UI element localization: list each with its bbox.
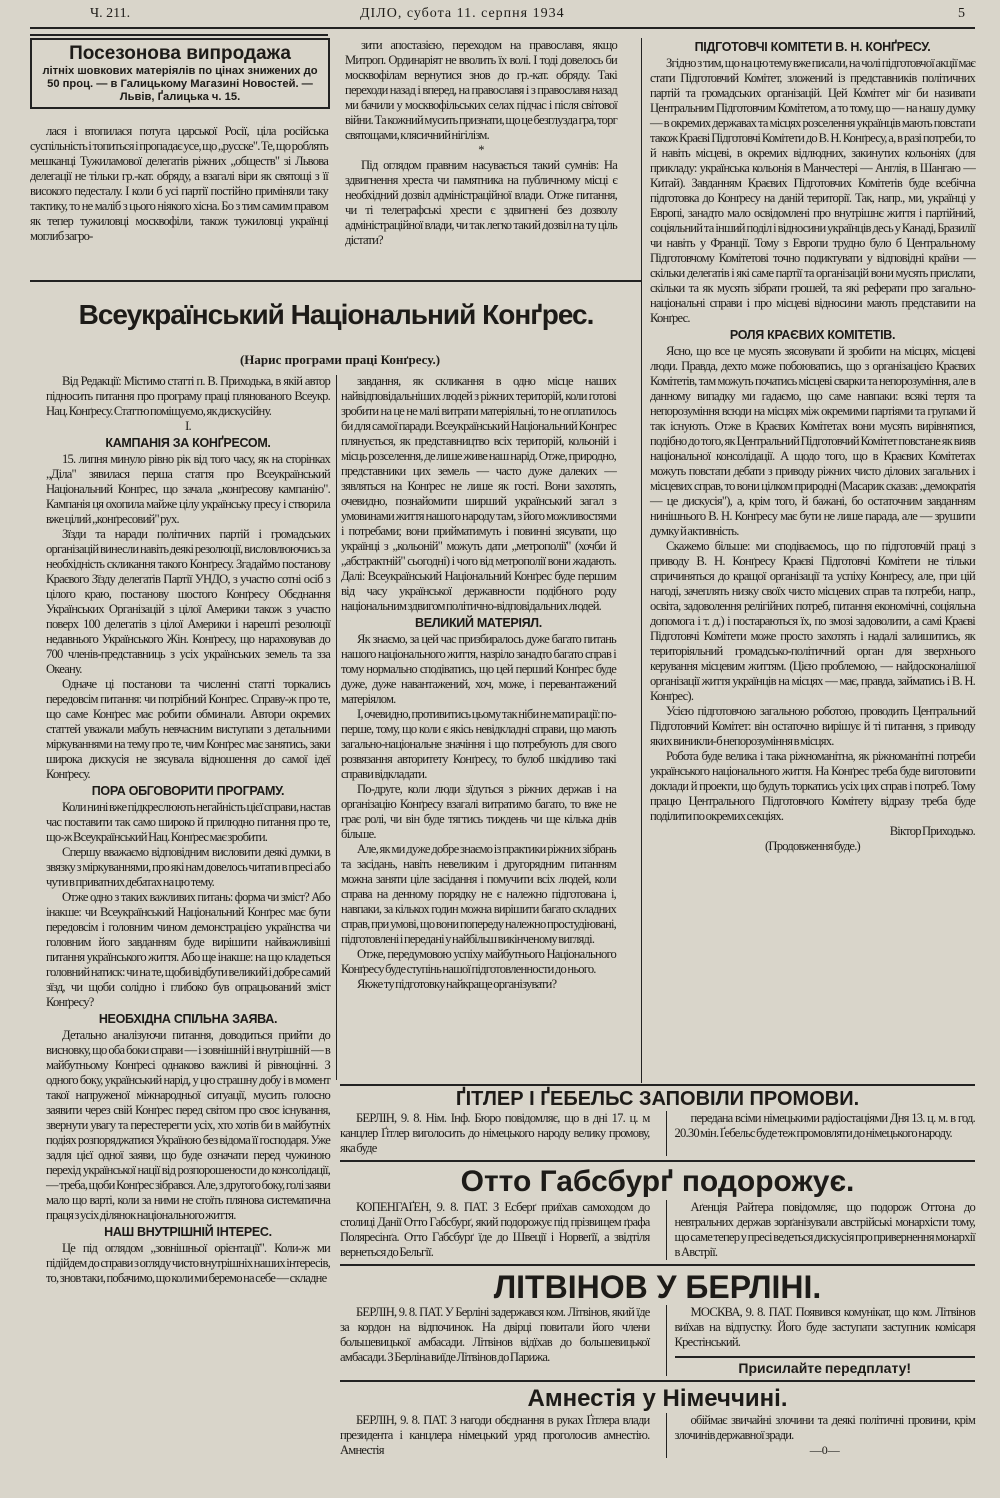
paragraph: Скажемо більше: ми сподіваємось, що по підготовчій праці з приводу В. Н. Конґресу Краєві Підготовчі Комітети не тільки спричиняться до кращої організації та успіху Конґресу, але, при цій нагоді, зачеплять низку своїх чисто місцевих справ та потреби, напр., освіта, задоволення релігійних потреб, питання економічні, соціяльна допомога і т. д.) і постараються їх, по змозі задоволити, а самі Краєві Підготовчі Комітети може просто захотять і надалі залишитись, як територіяльний громадсько-політичний орган для зверхнього керування місцевим життям. (Цією проблемою, — найдосконалішої організації життя українців на місцях — має, правда, займатись і В. Н. Конґрес). <box>650 539 975 703</box>
news-column-right <box>666 1111 976 1156</box>
top-middle-column <box>345 38 617 248</box>
news-columns <box>340 1111 975 1156</box>
news-headline: Отто Габсбурґ подорожує. <box>460 1165 855 1198</box>
paragraph: лася і втопилася потуга царської Росії, ціла російська суспільність і топиться і пропадає усе, що „русске". Те, що роблять мешканці Тужиламової делегатів ріжних „обществ" зі Львова делегації не тільки гр.-кат. обряду, а взагалі віри як святощі з її високого педесталу. І коли б усі партії постійно приміняли таку тактику, то не маліб з цього ніякого хісна. Бо з тим самим правом як тепер тужиловці москвофіли, також тужиловці українці моглиб загро- <box>30 124 328 243</box>
news-columns <box>340 1305 975 1376</box>
headline-top-rule <box>30 280 642 282</box>
news-rule <box>340 1084 975 1086</box>
section-heading: РОЛЯ КРАЄВИХ КОМІТЕТІВ. <box>729 328 896 342</box>
paragraph: Але, як ми дуже добре знаємо із практики ріжних зібрань та засідань, навіть невеликим і другорядним питанням можна заняти ціле засідання і помучити всіх людей, коли справа на денному порядку не є належно підготована і, навпаки, за кількох годин можна вирішити багато складних справ, при умові, що вони попереду належно простудіювані, підготовлені і передані у найбільш викінченому вигляді. <box>341 842 616 946</box>
paragraph: Спершу вважаємо відповідним висловити деякі думки, в звязку з міркуваннями, про які нам довелось читати в пресі або чути в приватних дебатах на цю тему. <box>46 845 330 889</box>
paragraph: Зїзди та наради політичних партій і громадських організацій винесли навіть деякі резолюції, висловлюючись за необхідність скликання такого Конґресу. Згадаймо постанову Краєвого Зїзду делегатів Партії УНДО, з участю сотні осіб з цілого краю, постанову шостого Конґресу Обєднання Українських Організацій з цілої Америки також з участю поверх 100 делегатів з цілої Америки і нарешті резолюції недавнього Українського Жін. Конґресу, що нараховував до 700 членів-представниць з усіх українських земель та зза Океану. <box>46 527 330 676</box>
news-text: БЕРЛІН, 9. 8. ПАТ. У Берліні задержався ком. Літвінов, який їде за кордон на відпочинок. На двірці повитали його члени большевицької амбасади. Літвінов відїхав до большевицької амбасади. З Берліна виїде Літвінов до Парижа. <box>340 1305 650 1365</box>
paragraph: І, очевидно, противитись цьому так ніби не мати рації: по-перше, тому, що коли є якісь невідкладні справи, що мають загально-національне значіння і що потребують для свого розвязання авторитету Конґресу, то булоб шкідливо такі справи відкладати. <box>341 707 616 781</box>
news-text: КОПЕНГАҐЕН, 9. 8. ПАТ. З Есберґ приїхав самоходом до столиці Данії Отто Габсбурґ, який подорожує під прізвищем ґрафа Поляресінґа. Отто Габсбурґ їде до Швеції і Норвеґії, а звідтіля вернеться до Бельгії. <box>340 1199 650 1259</box>
subscribe-notice: Присилайте передплату! <box>675 1356 976 1376</box>
paragraph: Коли нині вже підкреслюють негайність цієї справи, настав час поставити так само широко й прилюдно питання про те, що-ж Всеукраїнський Нац. Конґрес має зробити. <box>46 800 330 844</box>
lower-middle-column <box>341 374 616 992</box>
section-heading: НАШ ВНУТРІШНІЙ ІНТЕРЕС. <box>104 1225 272 1239</box>
author-signature: Віктор Приходько. <box>889 824 975 838</box>
paragraph: зити апостазією, переходом на православя, якщо Митроп. Ординаріят не вволить їх волі. І тоді довелось би москвофілам вернутися знов до гр.-кат. обряду. Такі переходи назад і вперед, на православя і з православя назад ми бачили у москвофільських селах підчас і після світової війни. Та кожний мусить признати, що це безглузда гра, торг святощами, клясичний нігілізм. <box>345 38 617 142</box>
ad-title: Посезонова випродажа <box>69 43 291 64</box>
news-text: обіймає звичайні злочини та деякі політичні провини, крім злочинів державної зради. <box>674 1412 975 1442</box>
news-column-left <box>340 1305 650 1376</box>
end-mark: —0— <box>809 1442 840 1457</box>
news-headline: ҐІТЛЕР І ҐЕБЕЛЬС ЗАПОВІЛИ ПРОМОВИ. <box>455 1088 860 1110</box>
right-column <box>650 38 975 854</box>
news-section <box>340 1088 975 1458</box>
paragraph: По-друге, коли люди зїдуться з ріжних держав і на організацію Конґресу взагалі витратимо багато, то вже не грає ролі, чи він буде тягтись тиждень чи ще кілька днів більше. <box>341 782 616 841</box>
section-heading: КАМПАНІЯ ЗА КОНҐРЕСОМ. <box>105 436 271 450</box>
paragraph: Згідно з тим, що на цю тему вже писали, на чолі підготовчої акції має стати Підготовчий Комітет, зложений із представників політичних партій та громадських організацій. Цей Комітет міг би називати Центральним Підготовчим Комітетом, а то тому, що — на нашу думку — в окремих державах та місцях розселення українців мають повстати також Краєві Підготовчі Комітети до В. Н. Конґресу, а, в разі потреби, то й навіть місцеві, в окремих відлюдних, закинутих кольоніях (для прикладу: українська кольонія в Манчестері — Англія, в Шангаю — Китай). Завданням Краєвих Підготовчих Комітетів буде всебічна підготовка до Конґресу на даній території. Так, напр., ми, українці у Европі, занадто мало освідомлені про внутрішнє життя і партійний, соціяльний та інший поділ і відносини українців десь у Канаді, Бразилії чи навіть у Франції. Тому з Европи трудно було б Центральному Підготовчому Комітетові точно подиктувати у відповідні країни — скільки делегатів і які саме партії та організацій вони мусять прислати, скільки та як мусять зібрати грошей, та які реферати про загально-національні справи і про місцеві відносини мають представити на Конґрес. <box>650 56 975 325</box>
news-text: БЕРЛІН, 9. 8. Нім. Інф. Бюро повідомляє, що в дні 17. ц. м канцлер Ґітлер виголосить до німецького народу велику промову, яка буде <box>340 1111 650 1155</box>
header-rule <box>30 27 975 29</box>
column-divider <box>641 38 642 1083</box>
paragraph: Одначе ці постанови та численні статті торкались передовсім питання: чи потрібний Конґрес. Справу-ж про те, що саме Конґрес має робити обминали. Автори окремих статтей уважали мабуть невчасним виступати з детальними міркуваннями на тему про те, чим Конґрес має занятись, заки широка дискусія не зясувала відношення до самої ідеї Конґресу. <box>46 677 330 781</box>
news-columns <box>340 1200 975 1260</box>
paragraph: * <box>478 143 484 157</box>
section-heading: ПОРА ОБГОВОРИТИ ПРОГРАМУ. <box>91 784 285 798</box>
section-heading: ПІДГОТОВЧІ КОМІТЕТИ В. Н. КОНҐРЕСУ. <box>694 40 931 54</box>
masthead: ДІЛО, субота 11. серпня 1934 <box>360 6 565 21</box>
article-subtitle: (Нарис програми праці Конґресу.) <box>239 352 441 367</box>
news-column-right <box>666 1305 976 1376</box>
paragraph: Робота буде велика і така ріжноманітна, як ріжноманітні потреби українського національного життя. На Конґрес треба буде виготовити доклади й проекти, що будуть торкатись усіх цих справ і потреб. Тому працю Центрального Підготовчого Комітету відразу треба буде поділити по окремих секціях. <box>650 749 975 823</box>
column-divider <box>336 375 337 1080</box>
section-heading: ВЕЛИКИЙ МАТЕРІЯЛ. <box>415 616 542 630</box>
paragraph: Це під оглядом „зовнішньої орієнтації". Коли-ж ми підійдем до справи з огляду чисто внутрішніх наших інтересів, то, знов таки, побачимо, що коли ми беремо на себе — складне <box>46 1241 330 1285</box>
news-rule <box>340 1160 975 1162</box>
news-rule <box>340 1380 975 1382</box>
paragraph: Під оглядом правним насувається такий сумнів: На здвигнення хреста чи памятника на публичному місці є необхідний дозвіл адміністраційної влади. Отже питання, чи ті телеграфські хрести є здвигнені без дозволу адміністраційної влади, чи так легко такий дозвіл на ту ціль дістати? <box>345 158 617 247</box>
news-headline: Амнестія у Німеччині. <box>527 1385 788 1413</box>
article-headline: Всеукраїнський Національний Конґрес. <box>78 299 594 330</box>
news-column-right <box>666 1413 976 1458</box>
news-column-right <box>666 1200 976 1260</box>
paragraph: Отже одно з таких важливих питань: форма чи зміст? Або інакше: чи Всеукраїнський Національний Конґрес має бути передовсім і головним чином демонстрацією українства чи головним його завданням буде вирішити найважливіші питання українського життя. Або ще інакше: на що кладеться головний натиск: чи на те, щоби відбути великий і добре самий зїзд, чи щоби солідно і глибоко був опрацьований зміст Конґресу? <box>46 890 330 1009</box>
paragraph: Від Редакції: Містимо статті п. В. Приходька, в якій автор підносить питання про програму праці плянованого Всеукр. Нац. Конґресу. Статтю поміщуємо, як дискусійну. <box>46 374 330 418</box>
news-columns <box>340 1413 975 1458</box>
ad-body: літніх шовкових матеріялів по цінах знижених до 50 проц. — в Галицькому Магазині Новостей. — Львів, Ґалицька ч. 15. <box>42 65 318 103</box>
news-text: Аґенція Райтера повідомляє, що подорож Оттона до невтральних держав зорґанізували австрійські монархісти тому, що саме тепер у пресі ведеться дискусія про привернення монархії в Австрії. <box>674 1199 975 1259</box>
news-text: МОСКВА, 9. 8. ПАТ. Появився комунікат, що ком. Літвінов виїхав на відпустку. Його буде заступати заступник комісаря Крестінський. <box>674 1305 975 1350</box>
news-rule <box>340 1264 975 1266</box>
news-column-left <box>340 1413 650 1458</box>
paragraph: 15. липня минуло рівно рік від того часу, як на сторінках „Діла" зявилася перша стаття про Всеукраїнський Національний Конґрес, що зачала „конґресову кампанію". Кампанія ця охопила майже цілу українську пресу і створила вже цілий „конґресовий" рух. <box>46 452 330 526</box>
paragraph: Якже ту підготовку найкраще організувати? <box>357 977 557 991</box>
section-heading: НЕОБХІДНА СПІЛЬНА ЗАЯВА. <box>98 1012 278 1026</box>
paragraph: Як знаємо, за цей час призбиралось дуже багато питань нашого національного життя, назріло занадто багато справ і тому нормально сподіватись, що цей перший Конґрес буде дуже, дуже навантажений, хоч, може, і перевантажений матеріялом. <box>341 632 616 706</box>
paragraph: Ясно, що все це мусять зясовувати й зробити на місцях, місцеві люди. Правда, дехто може побоюватись, що з організацією Краєвих Комітетів, там можуть початись місцеві сварки та непорозуміння, але в данному випадку ми гадаємо, що саме навпаки: всякі тертя та непорозуміння всюди на місцях між окремими партіями та групами й так існують. Отже в Краєвих Комітетах вони мусять вирівнятися, подібно до того, як Центральний Підготовчий Комітет повстане як вияв національної консолідації. А щодо того, що в Краєвих Комітетах можуть повстати дебати з приводу ріжних чисто ділових загальних і місцевих справ, то вони цілком природні (Масарик сказав: „демократія — це дискусія"), а, крім того, й бажані, бо остаточним завданням нинішнього В. Н. Конґресу має бути не лише парада, але — зрушити думку й активність. <box>650 344 975 538</box>
ad-top-rule <box>30 34 328 36</box>
lower-left-column <box>46 374 330 1286</box>
news-headline: ЛІТВІНОВ У БЕРЛІНІ. <box>493 1268 822 1305</box>
advertisement <box>30 38 330 109</box>
news-column-left <box>340 1200 650 1260</box>
news-column-left <box>340 1111 650 1156</box>
top-left-column <box>30 124 328 244</box>
paragraph: (Продовження буде.) <box>765 839 860 853</box>
paragraph: Отже, передумовою успіху майбутнього Національного Конґресу буде ступінь нашої підготовленности до нього. <box>341 947 616 976</box>
paragraph: I. <box>185 419 191 433</box>
news-text: передана всіми німецькими радіостаціями Дня 13. ц. м. в год. 20.30 мін. Ґебельс буде теж промовляти до німецького народу. <box>674 1111 975 1140</box>
paragraph: завдання, як скликання в одно місце наших найвідповідальніших людей з ріжних територій, коли готові зробити на це не малі витрати матеріяльні, то не оплатилось би для самої паради. Всеукраїнський Національний Конґрес плянується, як представництво всіх територій, кольоній і місць розселення, де лише живе наш нарід. Отже, природно, представники цих земель — часто дуже далеких — зявляться на Конґрес не лише як гості. Вони захотять, очевидно, познайомити ширший український загал з умовинами життя нашого народу там, з його можливостями і потребами; вони прийматимуть і повинні зясувати, що українці з „кольоній" можуть дати „метрополії" (хочби й „абстрактній" сьогодні) і чого від метрополії вони жадають. Далі: Всеукраїнський Національний Конґрес буде першим від часу української державности подібного роду національним здвигом політично-відповідальних людей. <box>341 374 616 613</box>
news-text: БЕРЛІН, 9. 8. ПАТ. З нагоди обєднання в руках Ґітлера влади президента і канцлера німецький уряд проголосив амнестію. Амнестія <box>340 1412 650 1457</box>
paragraph: Усією підготовчою загальною роботою, проводить Центральний Підготовчий Комітет: він остаточно вирішує й ті питання, з приводу яких виникли-б непорозуміння в місцях. <box>650 704 975 748</box>
issue-number: Ч. 211. <box>90 6 131 21</box>
page-number: 5 <box>958 6 965 21</box>
paragraph: Детально аналізуючи питання, доводиться прийти до висновку, що оба боки справи — і зовнішній і внутрішній — в майбутньому Конґресі однаково важливі й рівноцінні. З одного боку, український нарід, у цю страшну добу і в момент такої напруженої міжнародньої ситуації, мусить голосно заявити через свій Конґрес перед світом про своє існування, звернути увагу та перестерегти усіх, хто хотів би в майбутніх подіях розпоряджатися Україною без відома її господаря. Уже задля цієї одної заяви, що буде означати перед чужиною перехід української нації від розпорошености до консолідації, — треба, щоби Конґрес зібрався. Але, з другого боку, голі заяви мало що варті, коли за ними не стоїть плянова систематична праця з усіх ділянок національного життя. <box>46 1028 330 1222</box>
